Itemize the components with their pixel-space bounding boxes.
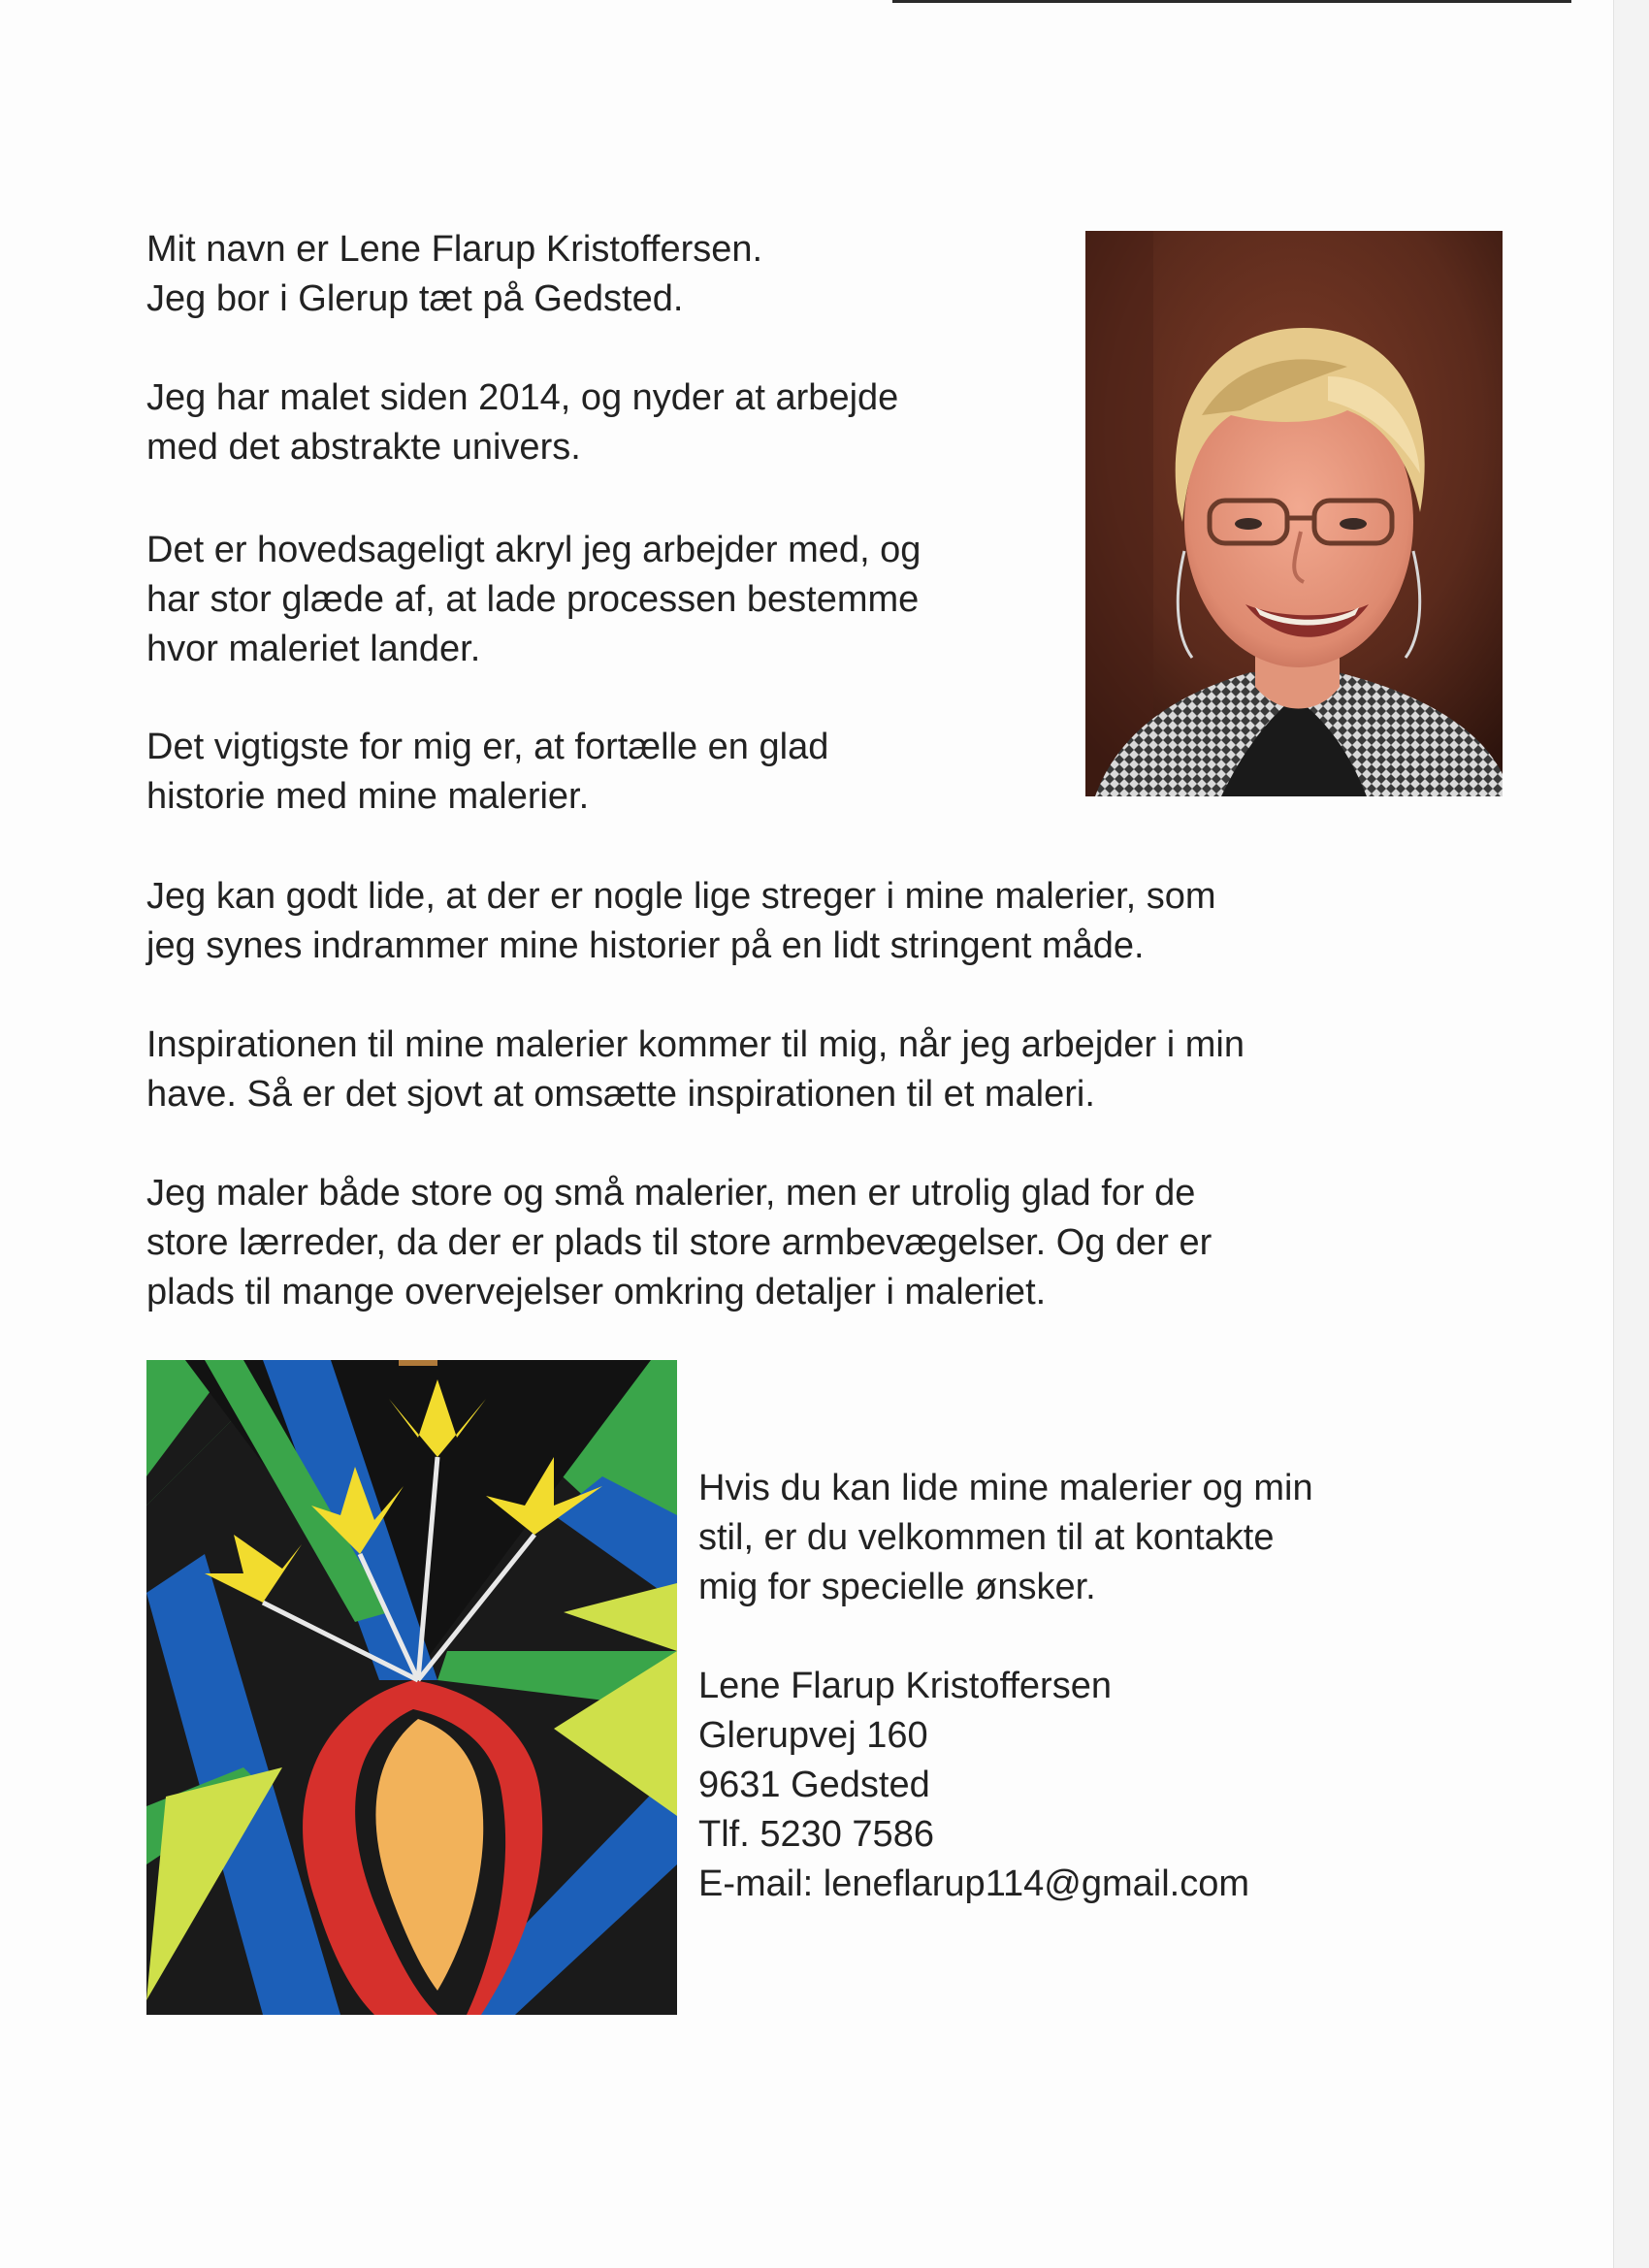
text-line: historie med mine malerier.	[146, 776, 590, 817]
text-line: Jeg maler både store og små malerier, men er utrolig glad for de	[146, 1173, 1196, 1214]
text-line: har stor glæde af, at lade processen bestemme	[146, 579, 920, 620]
text-line: Hvis du kan lide mine malerier og min	[698, 1468, 1313, 1508]
text-line: have. Så er det sjovt at omsætte inspirationen til et maleri.	[146, 1074, 1095, 1115]
text-line: Det er hovedsageligt akryl jeg arbejder med, og	[146, 530, 922, 570]
contact-email[interactable]: E-mail: leneflarup114@gmail.com	[698, 1863, 1249, 1904]
painting-image	[146, 1360, 677, 2015]
contact-city: 9631 Gedsted	[698, 1765, 930, 1805]
acrylic-paragraph	[146, 526, 921, 674]
text-line: Mit navn er Lene Flarup Kristoffersen.	[146, 229, 763, 270]
contact-block	[698, 1662, 1249, 1909]
contact-phone: Tlf. 5230 7586	[698, 1814, 934, 1855]
text-line: Inspirationen til mine malerier kommer til mig, når jeg arbejder i min	[146, 1024, 1245, 1065]
happy-story-paragraph	[146, 723, 828, 822]
invite-paragraph	[698, 1464, 1313, 1612]
painting-illustration	[146, 1360, 677, 2015]
text-line: mig for specielle ønsker.	[698, 1567, 1096, 1607]
inspiration-paragraph	[146, 1021, 1245, 1119]
painting-since-paragraph	[146, 373, 898, 472]
text-line: Det vigtigste for mig er, at fortælle en glad	[146, 727, 829, 767]
intro-paragraph	[146, 225, 762, 324]
portrait-photo	[1085, 231, 1503, 796]
text-line: Jeg bor i Glerup tæt på Gedsted.	[146, 278, 684, 319]
text-line: plads til mange overvejelser omkring detaljer i maleriet.	[146, 1272, 1047, 1312]
text-line: store lærreder, da der er plads til store armbevægelser. Og der er	[146, 1222, 1212, 1263]
scan-edge-right	[1613, 0, 1649, 2268]
text-line: stil, er du velkommen til at kontakte	[698, 1517, 1275, 1558]
text-line: hvor maleriet lander.	[146, 629, 481, 669]
canvas-size-paragraph	[146, 1169, 1212, 1317]
text-line: Jeg kan godt lide, at der er nogle lige streger i mine malerier, som	[146, 876, 1216, 917]
scan-edge-top	[892, 0, 1571, 3]
text-line: Jeg har malet siden 2014, og nyder at arbejde	[146, 377, 899, 418]
contact-name: Lene Flarup Kristoffersen	[698, 1666, 1112, 1706]
text-line: med det abstrakte univers.	[146, 427, 581, 468]
contact-street: Glerupvej 160	[698, 1715, 928, 1756]
straight-lines-paragraph	[146, 872, 1216, 971]
text-line: jeg synes indrammer mine historier på en lidt stringent måde.	[146, 925, 1145, 966]
portrait-illustration	[1085, 231, 1503, 796]
